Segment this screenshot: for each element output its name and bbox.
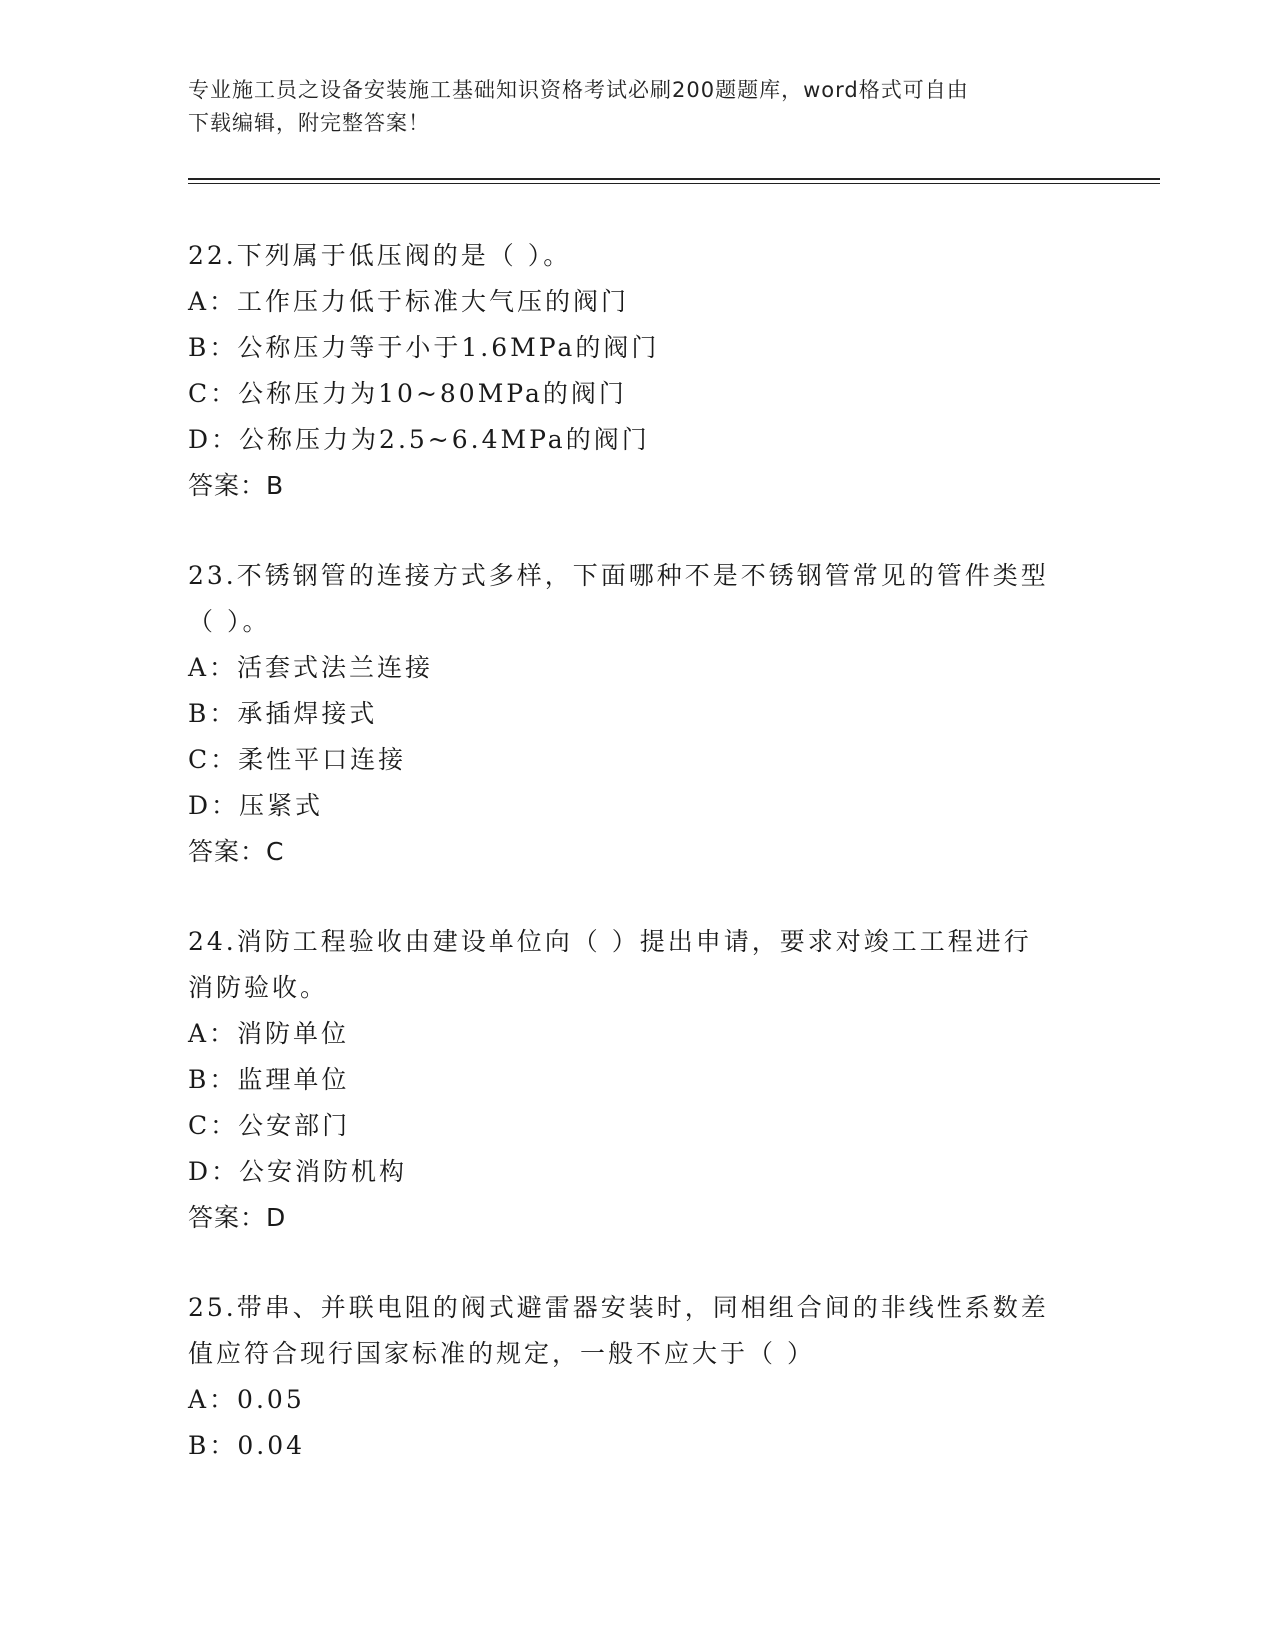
header-divider-thick — [188, 178, 1160, 180]
question-text-line: 值应符合现行国家标准的规定，一般不应大于（ ） — [188, 1339, 815, 1368]
option-b: B：0.04 — [188, 1431, 306, 1460]
question-text-line: 25.带串、并联电阻的阀式避雷器安装时，同相组合间的非线性系数差 — [188, 1293, 1049, 1322]
option-b: B：公称压力等于小于1.6MPa的阀门 — [188, 333, 660, 362]
option-d: D：公安消防机构 — [188, 1157, 408, 1186]
question-text-line: 23.不锈钢管的连接方式多样，下面哪种不是不锈钢管常见的管件类型 — [188, 561, 1049, 590]
option-b: B：监理单位 — [188, 1065, 350, 1094]
question-23 — [188, 553, 1088, 875]
option-a: A：0.05 — [188, 1385, 305, 1414]
question-text-line: （ ）。 — [188, 607, 271, 636]
question-list — [188, 233, 1088, 1513]
option-a: A：活套式法兰连接 — [188, 653, 434, 682]
option-a: A：消防单位 — [188, 1019, 350, 1048]
document-header — [188, 74, 1088, 140]
answer: 答案：B — [188, 471, 285, 500]
option-b: B：承插焊接式 — [188, 699, 378, 728]
header-divider-thin — [188, 183, 1160, 184]
question-25 — [188, 1285, 1088, 1469]
header-title-line-1: 专业施工员之设备安装施工基础知识资格考试必刷200题题库，word格式可自由 — [188, 78, 969, 102]
question-text-line: 消防验收。 — [188, 973, 329, 1002]
question-text-line: 22.下列属于低压阀的是（ ）。 — [188, 241, 572, 270]
option-c: C：公称压力为10~80MPa的阀门 — [188, 379, 627, 408]
option-a: A：工作压力低于标准大气压的阀门 — [188, 287, 630, 316]
question-22 — [188, 233, 1088, 509]
option-d: D：压紧式 — [188, 791, 324, 820]
answer: 答案：D — [188, 1203, 287, 1232]
answer: 答案：C — [188, 837, 285, 866]
option-c: C：柔性平口连接 — [188, 745, 407, 774]
option-c: C：公安部门 — [188, 1111, 351, 1140]
question-24 — [188, 919, 1088, 1241]
option-d: D：公称压力为2.5~6.4MPa的阀门 — [188, 425, 650, 454]
header-title-line-2: 下载编辑，附完整答案！ — [188, 111, 430, 135]
question-text-line: 24.消防工程验收由建设单位向（ ）提出申请，要求对竣工工程进行 — [188, 927, 1032, 956]
